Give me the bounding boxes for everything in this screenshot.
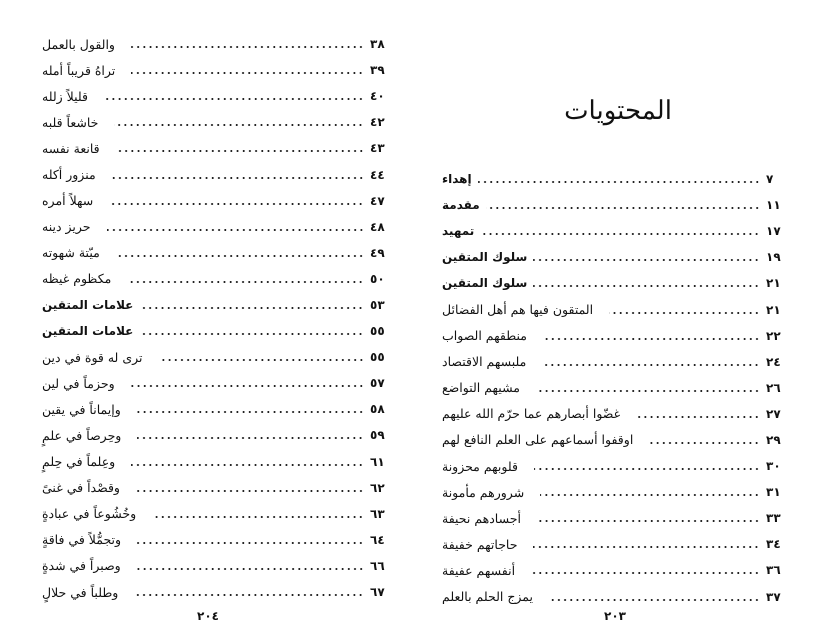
toc-entry-page: ٣٩ (370, 63, 385, 78)
toc-entry-title: وعِلماً في حِلمٍ (42, 454, 116, 470)
toc-entry (36, 31, 388, 57)
toc-entry-title: والقول بالعمل (42, 36, 115, 52)
toc-entry-title: وتجمُّلاً في فاقةٍ (42, 532, 122, 548)
toc-entry-page: ٢٢ (766, 328, 781, 343)
toc-entry (36, 553, 388, 579)
toc-entry-page: ٥٧ (370, 376, 385, 391)
toc-entry (436, 375, 784, 401)
toc-entry-page: ٣١ (766, 485, 781, 500)
toc-entry-title: منزور أكله (42, 167, 96, 183)
toc-entry-page: ١١ (766, 198, 781, 213)
dot-leader (137, 568, 364, 570)
toc-entry (436, 557, 784, 583)
toc-entry-title: غضّوا أبصارهم عما حرّم الله عليهم (442, 406, 621, 422)
toc-entry-page: ٢٩ (766, 432, 781, 447)
toc-entry (436, 349, 784, 375)
dot-leader (486, 207, 760, 209)
dot-leader (131, 46, 364, 48)
toc-entry-title: مقدمة (442, 198, 480, 213)
page-number-left: ٢٠٤ (197, 609, 219, 623)
toc-entry-page: ٥٥ (370, 350, 385, 365)
toc-entry-page: ٣٣ (766, 511, 781, 526)
toc-entry-page: ٦٤ (370, 532, 385, 547)
toc-entry-page: ٢٤ (766, 354, 781, 369)
toc-list-left (36, 31, 388, 605)
toc-entry-page: ٣٦ (766, 563, 781, 578)
dot-leader (549, 599, 760, 601)
toc-entry-page: ٤٠ (370, 89, 385, 104)
toc-entry-page: ٥٨ (370, 402, 385, 417)
toc-entry-page: ٤٩ (370, 245, 385, 260)
toc-entry-page: ٦٧ (370, 585, 385, 600)
dot-leader (137, 411, 364, 413)
toc-entry-title: تراهُ قريباً أمله (42, 62, 116, 78)
toc-entry (436, 323, 784, 349)
toc-entry (36, 318, 388, 344)
toc-entry-page: ٥٣ (370, 297, 385, 312)
dot-leader (537, 520, 760, 522)
toc-entry (36, 83, 388, 109)
dot-leader (107, 229, 365, 231)
dot-leader (533, 259, 760, 261)
dot-leader (109, 203, 364, 205)
toc-entry (36, 501, 388, 527)
toc-entry (36, 57, 388, 83)
toc-entry (436, 270, 784, 296)
toc-entry-page: ٧ (766, 172, 774, 187)
toc-entry-page: ٦٣ (370, 506, 385, 521)
toc-list-right (436, 166, 784, 610)
toc-entry-title: اوقفوا أسماعهم على العلم النافع لهم (442, 432, 634, 448)
toc-entry-title: تمهيد (442, 224, 475, 239)
toc-entry (436, 479, 784, 505)
dot-leader (104, 98, 364, 100)
toc-entry-title: وخُشُوعاً في عبادةٍ (42, 506, 137, 522)
toc-entry (36, 266, 388, 292)
toc-entry-title: منطقهم الصواب (442, 328, 527, 344)
toc-entry-page: ٦٦ (370, 558, 385, 573)
dot-leader (134, 594, 364, 596)
dot-leader (131, 72, 364, 74)
dot-leader (649, 442, 760, 444)
toc-entry (36, 292, 388, 318)
dot-leader (543, 338, 760, 340)
toc-entry (36, 109, 388, 135)
dot-leader (536, 390, 760, 392)
toc-entry-title: علامات المتقين (42, 297, 134, 312)
toc-entry-title: يمزج الحلم بالعلم (442, 589, 534, 605)
toc-entry-title: أنفسهم عفيفة (442, 562, 516, 578)
toc-entry (436, 531, 784, 557)
dot-leader (152, 516, 364, 518)
toc-entry (36, 240, 388, 266)
dot-leader (127, 281, 364, 283)
dot-leader (137, 437, 364, 439)
dot-leader (534, 468, 760, 470)
toc-entry-title: شرورهم مأمونة (442, 484, 525, 500)
toc-entry-page: ٢١ (766, 302, 781, 317)
dot-leader (139, 307, 364, 309)
page-number-right: ٢٠٣ (604, 609, 626, 623)
toc-entry-page: ٥٠ (370, 271, 385, 286)
right-page (408, 0, 817, 639)
toc-entry-title: وإيماناً في يقين (42, 401, 121, 417)
dot-leader (114, 124, 364, 126)
toc-entry-page: ٤٣ (370, 141, 385, 156)
toc-entry-page: ٤٧ (370, 193, 385, 208)
toc-entry-title: علامات المتقين (42, 324, 134, 339)
dot-leader (636, 416, 760, 418)
toc-entry-title: أجسادهم نحيفة (442, 510, 521, 526)
toc-entry-title: المتقون فيها هم أهل الفضائل (442, 302, 594, 318)
toc-entry-page: ٤٨ (370, 219, 385, 234)
dot-leader (159, 359, 364, 361)
toc-entry (436, 166, 784, 192)
dot-leader (478, 181, 760, 183)
toc-entry (36, 344, 388, 370)
dot-leader (137, 542, 364, 544)
toc-entry (36, 475, 388, 501)
toc-entry (36, 396, 388, 422)
dot-leader (136, 490, 364, 492)
dot-leader (116, 255, 364, 257)
toc-entry-title: حريز دينه (42, 219, 91, 235)
toc-entry (36, 214, 388, 240)
toc-entry-title: ترى له قوة في دين (42, 349, 143, 365)
dot-leader (533, 285, 760, 287)
toc-entry (36, 161, 388, 187)
dot-leader (112, 177, 364, 179)
toc-entry-title: سهلاً أمره (42, 193, 94, 209)
dot-leader (131, 464, 364, 466)
toc-entry-page: ٤٤ (370, 167, 385, 182)
dot-leader (609, 312, 760, 314)
toc-entry-page: ٣٠ (766, 459, 781, 474)
toc-entry (436, 505, 784, 531)
toc-entry-title: ملبسهم الاقتصاد (442, 354, 527, 370)
dot-leader (533, 546, 760, 548)
contents-heading: المحتويات (564, 96, 672, 126)
dot-leader (116, 150, 364, 152)
toc-entry (436, 401, 784, 427)
toc-entry (436, 584, 784, 610)
toc-entry-page: ٣٤ (766, 537, 781, 552)
dot-leader (540, 494, 760, 496)
toc-entry (436, 192, 784, 218)
toc-entry-title: مشيهم التواضع (442, 380, 520, 396)
toc-entry-page: ٢١ (766, 276, 781, 291)
toc-entry-title: وقصْداً في غنىً (42, 480, 120, 496)
toc-entry-page: ٤٢ (370, 115, 385, 130)
toc-entry (36, 527, 388, 553)
toc-entry-page: ٦٢ (370, 480, 385, 495)
toc-entry (36, 422, 388, 448)
toc-entry-title: وحزماً في لين (42, 375, 115, 391)
toc-entry-title: وصبراً في شدةٍ (42, 558, 121, 574)
toc-entry-page: ٦١ (370, 454, 385, 469)
toc-entry (436, 296, 784, 322)
toc-entry-title: وطلباً في حلالٍ (42, 584, 119, 600)
left-page (0, 0, 408, 639)
toc-entry-title: قليلاً زلله (42, 88, 89, 104)
dot-leader (542, 364, 760, 366)
toc-entry-title: قانعة نفسه (42, 140, 100, 156)
dot-leader (480, 233, 760, 235)
toc-entry-page: ٢٦ (766, 380, 781, 395)
toc-entry (436, 244, 784, 270)
toc-entry-page: ٢٧ (766, 406, 781, 421)
toc-entry-title: مكظوم غيظه (42, 271, 112, 287)
toc-entry (436, 453, 784, 479)
toc-entry-title: وحِرصاً في علمٍ (42, 427, 122, 443)
toc-entry-page: ٥٥ (370, 324, 385, 339)
toc-entry (36, 135, 388, 161)
dot-leader (531, 572, 760, 574)
toc-entry-page: ٥٩ (370, 428, 385, 443)
toc-entry-page: ١٩ (766, 250, 781, 265)
toc-entry-title: ميّتة شهوته (42, 245, 100, 261)
toc-entry-page: ١٧ (766, 224, 781, 239)
toc-entry (36, 579, 388, 605)
toc-entry (436, 218, 784, 244)
toc-entry (436, 427, 784, 453)
toc-entry-title: سلوك المتقين (442, 276, 528, 291)
toc-entry (36, 370, 388, 396)
toc-entry (36, 449, 388, 475)
toc-entry (36, 188, 388, 214)
toc-entry-title: إهداء (442, 172, 472, 187)
dot-leader (139, 333, 364, 335)
toc-entry-title: خاشعاً قلبه (42, 114, 99, 130)
toc-entry-page: ٣٨ (370, 37, 385, 52)
toc-entry-title: قلوبهم محزونة (442, 458, 518, 474)
dot-leader (131, 385, 364, 387)
toc-entry-title: حاجاتهم خفيفة (442, 536, 518, 552)
toc-entry-page: ٣٧ (766, 589, 781, 604)
toc-entry-title: سلوك المتقين (442, 250, 528, 265)
